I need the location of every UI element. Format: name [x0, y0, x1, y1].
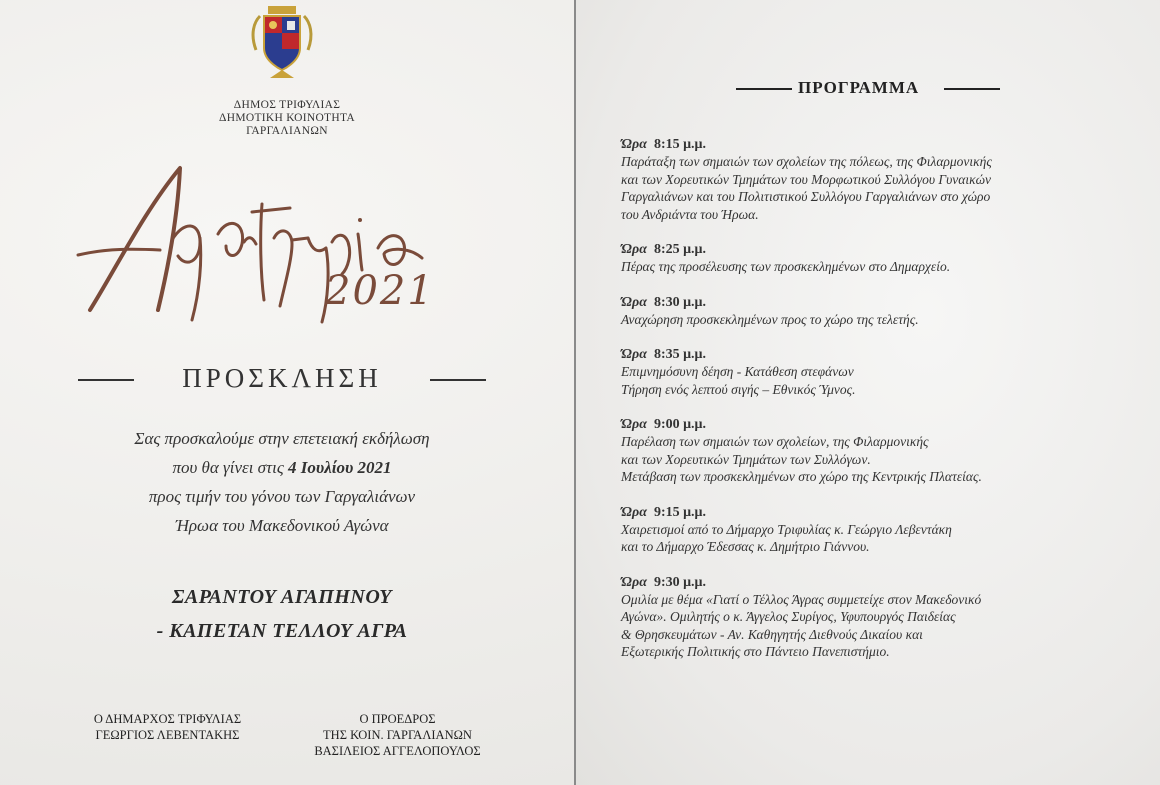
program-item-description-line: Μετάβαση των προσκεκλημένων στο χώρο της Κεντρικής Πλατείας.: [621, 469, 982, 484]
right-page: [576, 0, 1160, 785]
program-rule-right: [944, 88, 1000, 90]
mayor-title: Ο ΔΗΜΑΡΧΟΣ ΤΡΙΦΥΛΙΑΣ: [93, 712, 242, 726]
program-item: [621, 416, 1141, 486]
program-item: [621, 241, 1141, 276]
program-item-time-label: Ώρα: [621, 347, 647, 362]
invitation-line-3: προς τιμήν του γόνου των Γαργαλιάνων: [148, 487, 416, 506]
program-item-description-line: και το Δήμαρχο Έδεσσας κ. Δημήτριο Γιάννου.: [621, 539, 870, 554]
program-list: [621, 136, 1141, 679]
program-item-description-line: Χαιρετισμοί από το Δήμαρχο Τριφυλίας κ. Γεώργιο Λεβεντάκη: [621, 521, 952, 537]
program-item-time-value: 8:25 μ.μ.: [646, 242, 706, 257]
program-item-time-value: 9:30 μ.μ.: [646, 574, 706, 590]
mayor-signature: [55, 711, 280, 743]
hero-name-line-2: - ΚΑΠΕΤΑΝ ΤΕΛΛΟΥ ΑΓΡΑ: [156, 620, 408, 642]
program-item-time: [621, 574, 1141, 591]
mayor-name: ΓΕΩΡΓΙΟΣ ΛΕΒΕΝΤΑΚΗΣ: [95, 728, 240, 742]
program-item-description-line: και των Χορευτικών Τμημάτων του Μορφωτικού Συλλόγου Γυναικών: [621, 171, 992, 187]
president-name: ΒΑΣΙΛΕΙΟΣ ΑΓΓΕΛΟΠΟΥΛΟΣ: [314, 744, 481, 758]
program-item-time: [621, 136, 1141, 153]
title-rule-right: [430, 379, 486, 381]
program-item-time-label: Ώρα: [621, 574, 647, 590]
event-date: 4 Ιουλίου 2021: [288, 458, 392, 477]
coat-of-arms-icon: [246, 4, 318, 84]
program-item: [621, 136, 1141, 223]
program-item: [621, 504, 1141, 556]
invitation-line-2: [0, 453, 564, 482]
program-item-description-line: και των Χορευτικών Τμημάτων των Συλλόγων.: [621, 451, 871, 467]
program-item-time: [621, 241, 1141, 258]
program-item-description-line: Αναχώρηση προσκεκλημένων προς το χώρο της τελετής.: [621, 311, 919, 327]
program-item-time: [621, 346, 1141, 363]
hero-name: [0, 580, 564, 648]
program-item-time-label: Ώρα: [621, 137, 647, 152]
program-item-description-line: Παράταξη των σημαιών των σχολείων της πόλεως, της Φιλαρμονικής: [621, 154, 992, 169]
program-item-description-line: Αγώνα». Ομιλητής ο κ. Άγγελος Συρίγος, Υφυπουργός Παιδείας: [621, 609, 956, 624]
invitation-line-4: Ήρωα του Μακεδονικού Αγώνα: [175, 516, 389, 535]
program-item-description-line: του Ανδριάντα του Ήρωα.: [621, 206, 759, 222]
program-item-time-value: 9:15 μ.μ.: [646, 504, 706, 520]
program-item-time: [621, 294, 1141, 311]
invitation-line-2-prefix: που θα γίνει στις: [172, 458, 289, 477]
program-item-description-line: Εξωτερικής Πολιτικής στο Πάντειο Πανεπιστήμιο.: [621, 644, 890, 659]
program-item-time-value: 8:15 μ.μ.: [646, 137, 706, 152]
program-item-description-line: Επιμνημόσυνη δέηση - Κατάθεση στεφάνων: [621, 364, 854, 379]
program-item-description-line: Παρέλαση των σημαιών των σχολείων, της Φιλαρμονικής: [621, 434, 929, 449]
program-item-time-value: 8:35 μ.μ.: [646, 347, 706, 362]
event-logo: [60, 150, 460, 330]
invitation-text: [0, 424, 564, 540]
program-title: ΠΡΟΓΡΑΜΜΑ: [798, 78, 920, 97]
invitation-title-row: [0, 362, 574, 402]
program-item-description-line: & Θρησκευμάτων - Αν. Καθηγητής Διεθνούς Δικαίου και: [621, 626, 923, 642]
municipality-line-2: ΔΗΜΟΤΙΚΗ ΚΟΙΝΟΤΗΤΑ: [219, 112, 355, 124]
program-rule-left: [736, 88, 792, 90]
logo-year: 2021: [325, 268, 435, 314]
program-heading: [736, 78, 1006, 102]
program-item-description-line: Τήρηση ενός λεπτού σιγής – Εθνικός Ύμνος.: [621, 381, 856, 397]
hero-name-line-1: ΣΑΡΑΝΤΟΥ ΑΓΑΠΗΝΟΥ: [171, 586, 393, 608]
program-item-time-label: Ώρα: [621, 294, 647, 310]
president-org: ΤΗΣ ΚΟΙΝ. ΓΑΡΓΑΛΙΑΝΩΝ: [323, 728, 472, 742]
program-item-time: [621, 504, 1141, 521]
program-item: [621, 346, 1141, 398]
municipality-line-1: ΔΗΜΟΣ ΤΡΙΦΥΛΙΑΣ: [233, 99, 341, 111]
left-page: [0, 0, 574, 785]
president-signature: [285, 711, 510, 759]
president-title: Ο ΠΡΟΕΔΡΟΣ: [359, 712, 436, 726]
program-item-time-label: Ώρα: [621, 417, 647, 432]
program-item: [621, 294, 1141, 329]
program-item-time-label: Ώρα: [621, 242, 647, 257]
invitation-title: ΠΡΟΣΚΛΗΣΗ: [182, 363, 382, 393]
program-item-time-value: 9:00 μ.μ.: [646, 417, 706, 432]
program-item-time-label: Ώρα: [621, 504, 647, 520]
program-item-description-line: Γαργαλιάνων και του Πολιτιστικού Συλλόγου Γαργαλιάνων στο χώρο: [621, 189, 991, 204]
program-item-description-line: Ομιλία με θέμα «Γιατί ο Τέλλος Άγρας συμμετείχε στον Μακεδονικό: [621, 591, 982, 607]
program-item-description-line: Πέρας της προσέλευσης των προσκεκλημένων στο Δημαρχείο.: [621, 259, 951, 274]
program-item-time: [621, 416, 1141, 433]
municipality-line-3: ΓΑΡΓΑΛΙΑΝΩΝ: [246, 125, 328, 137]
program-item-time-value: 8:30 μ.μ.: [646, 294, 706, 310]
program-item: [621, 574, 1141, 661]
invitation-line-1: Σας προσκαλούμε στην επετειακή εκδήλωση: [134, 429, 430, 448]
